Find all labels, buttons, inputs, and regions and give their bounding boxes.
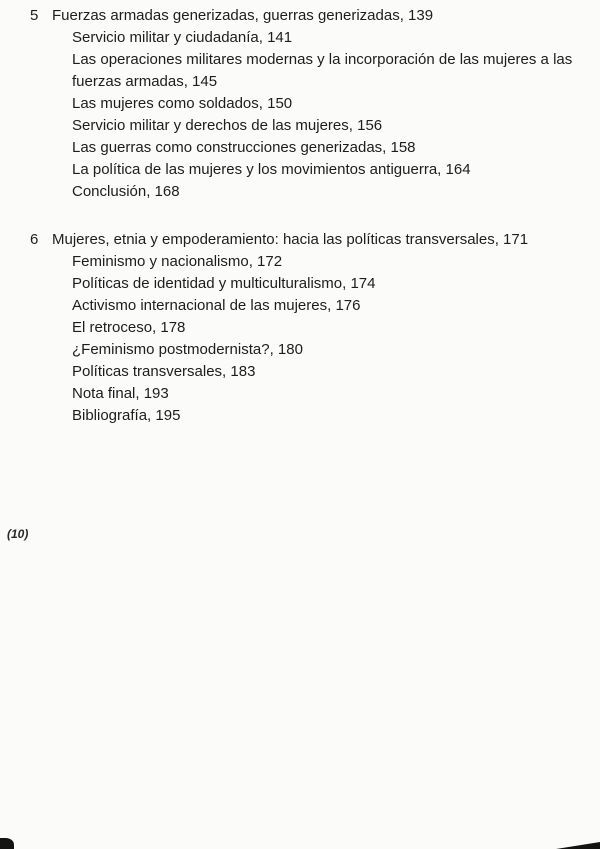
toc-item: Nota final, 193 xyxy=(72,385,169,402)
toc-item: Feminismo y nacionalismo, 172 xyxy=(72,253,283,270)
toc-item: Políticas de identidad y multiculturalismo, 174 xyxy=(72,275,376,292)
toc-item: Conclusión, 168 xyxy=(72,183,180,200)
toc-item: Bibliografía, 195 xyxy=(72,407,181,424)
toc-item: La política de las mujeres y los movimientos antiguerra, 164 xyxy=(72,161,471,178)
toc-item: Activismo internacional de las mujeres, 176 xyxy=(72,297,361,314)
chapter-heading xyxy=(30,5,578,27)
scan-artifact-bottom-right xyxy=(556,842,600,849)
chapter-number: 6 xyxy=(30,231,39,248)
chapter-entry-6 xyxy=(30,229,578,427)
chapter-number: 5 xyxy=(30,7,39,24)
toc-item: Políticas transversales, 183 xyxy=(72,363,256,380)
chapter-entry-5 xyxy=(30,5,578,203)
table-of-contents xyxy=(30,5,578,427)
toc-item: Las operaciones militares modernas y la incorporación de las mujeres a las fuerzas armadas, 145 xyxy=(72,51,573,90)
toc-item: Servicio militar y derechos de las mujeres, 156 xyxy=(72,117,383,134)
chapter-title: Fuerzas armadas generizadas, guerras generizadas, 139 xyxy=(52,7,434,24)
chapter-items xyxy=(72,251,584,427)
toc-item: Servicio militar y ciudadanía, 141 xyxy=(72,29,293,46)
page-number: (10) xyxy=(7,527,29,541)
scan-artifact-bottom-left xyxy=(0,838,14,849)
chapter-items xyxy=(72,27,584,203)
chapter-heading xyxy=(30,229,578,251)
chapter-title: Mujeres, etnia y empoderamiento: hacia las políticas transversales, 171 xyxy=(52,231,529,248)
toc-item: Las mujeres como soldados, 150 xyxy=(72,95,293,112)
toc-item: El retroceso, 178 xyxy=(72,319,186,336)
toc-item: Las guerras como construcciones generizadas, 158 xyxy=(72,139,416,156)
toc-item: ¿Feminismo postmodernista?, 180 xyxy=(72,341,303,358)
